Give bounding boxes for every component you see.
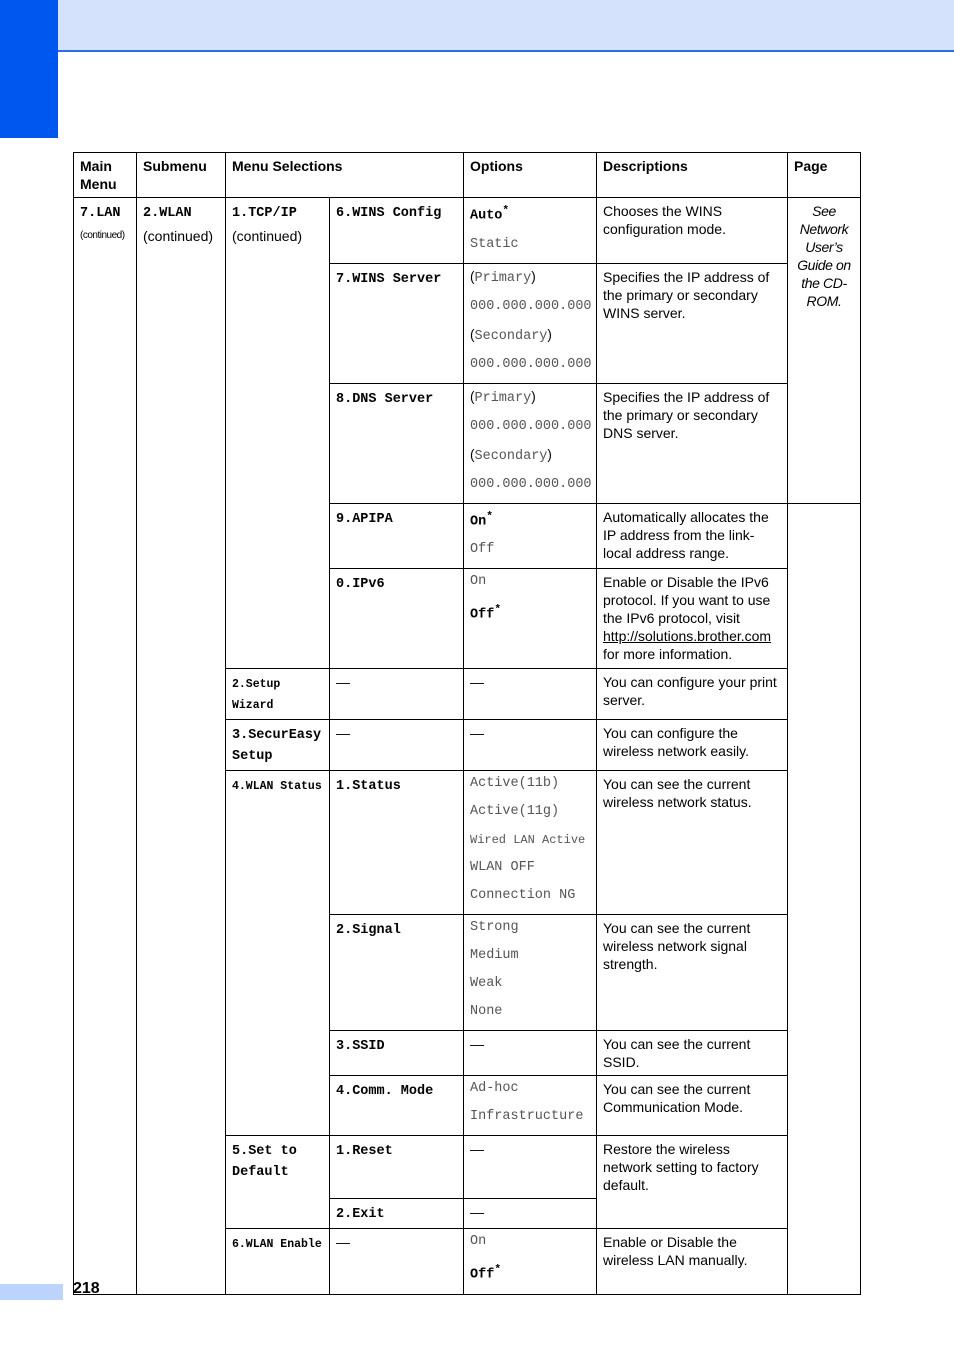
- wins-server-label: 7.WINS Server: [336, 271, 442, 287]
- lan-menu-table: [73, 152, 861, 1295]
- set-default-desc: Restore the wireless network setting to factory default.: [597, 1136, 788, 1229]
- option: 000.000.000.000: [470, 356, 592, 372]
- ipv6-options: [464, 569, 597, 669]
- wlan-enable-desc: Enable or Disable the wireless LAN manually.: [597, 1229, 788, 1295]
- setup-wizard-cell: [226, 669, 330, 720]
- wlan-enable-label: 6.WLAN Enable: [232, 1238, 322, 1251]
- ipv6-cell: [330, 569, 464, 669]
- option: On: [470, 574, 487, 589]
- wlan-status-cell: [226, 771, 330, 1136]
- wlan-enable-options: [464, 1229, 597, 1295]
- apipa-label: 9.APIPA: [336, 511, 393, 527]
- option: (Primary): [470, 388, 536, 406]
- secureasy-opt: —: [464, 720, 597, 771]
- exit-label: 2.Exit: [336, 1207, 385, 1222]
- footer-bar: [0, 1284, 63, 1300]
- main-menu-label: 7.LAN: [80, 206, 121, 221]
- main-menu-continued: (continued): [80, 230, 125, 241]
- set-default-label: 5.Set to Default: [232, 1144, 297, 1180]
- option: None: [470, 1004, 503, 1019]
- status-cell: [330, 771, 464, 915]
- reset-cell: [330, 1136, 464, 1199]
- comm-mode-options: [464, 1076, 597, 1136]
- option: Active(11b): [470, 776, 560, 791]
- option: Medium: [470, 948, 519, 963]
- option: Strong: [470, 920, 519, 935]
- signal-label: 2.Signal: [336, 923, 401, 938]
- apipa-options: [464, 503, 597, 569]
- wins-server-desc: Specifies the IP address of the primary or secondary WINS server.: [597, 263, 788, 383]
- setup-wizard-sel: —: [330, 669, 464, 720]
- wins-config-label: 6.WINS Config: [336, 206, 442, 221]
- chapter-tab: [0, 0, 58, 138]
- signal-desc: You can see the current wireless network signal strength.: [597, 915, 788, 1031]
- ssid-opt: —: [464, 1031, 597, 1076]
- ipv6-desc: [597, 569, 788, 669]
- signal-cell: [330, 915, 464, 1031]
- exit-cell: [330, 1199, 464, 1229]
- comm-mode-desc: You can see the current Communication Mode.: [597, 1076, 788, 1136]
- ipv6-label: 0.IPv6: [336, 577, 385, 592]
- table-header-row: [74, 153, 861, 198]
- option: (Secondary): [470, 446, 552, 464]
- option: 000.000.000.000: [470, 418, 592, 434]
- dns-server-cell: [330, 383, 464, 503]
- option: Infrastructure: [470, 1109, 584, 1124]
- option: Off: [470, 542, 495, 557]
- tcpip-continued: (continued): [232, 228, 303, 244]
- wlan-status-label: 4.WLAN Status: [232, 780, 322, 793]
- option: (Primary): [470, 268, 536, 286]
- secureasy-desc: You can configure the wireless network easily.: [597, 720, 788, 771]
- option: Static: [470, 236, 519, 252]
- signal-options: [464, 915, 597, 1031]
- option-default: Off*: [470, 1264, 502, 1283]
- ssid-label: 3.SSID: [336, 1039, 385, 1054]
- dns-server-options: [464, 383, 597, 503]
- option: 000.000.000.000: [470, 298, 592, 314]
- option: (Secondary): [470, 326, 552, 344]
- tcpip-cell: [226, 198, 330, 669]
- status-options: [464, 771, 597, 915]
- status-desc: You can see the current wireless network status.: [597, 771, 788, 915]
- option: Connection NG: [470, 888, 576, 903]
- col-submenu: Submenu: [137, 153, 226, 198]
- page-number: 218: [73, 1280, 100, 1297]
- secureasy-sel: —: [330, 720, 464, 771]
- page-empty-cell: [788, 503, 861, 1294]
- dns-server-label: 8.DNS Server: [336, 391, 434, 407]
- apipa-cell: [330, 503, 464, 569]
- submenu-continued: (continued): [143, 228, 214, 244]
- option-default: Auto*: [470, 205, 510, 224]
- set-default-cell: [226, 1136, 330, 1229]
- option-default: On*: [470, 510, 493, 529]
- ipv6-desc-text: Enable or Disable the IPv6 protocol. If you want to use the IPv6 protocol, visit: [603, 574, 771, 626]
- option: Wired LAN Active: [470, 833, 586, 847]
- ipv6-desc-after: for more information.: [603, 646, 733, 662]
- col-main-menu: Main Menu: [74, 153, 137, 198]
- wins-server-cell: [330, 263, 464, 383]
- option: Weak: [470, 976, 503, 991]
- reset-opt: —: [464, 1136, 597, 1199]
- reset-label: 1.Reset: [336, 1144, 393, 1159]
- wlan-enable-sel: —: [330, 1229, 464, 1295]
- dns-server-desc: Specifies the IP address of the primary or secondary DNS server.: [597, 383, 788, 503]
- setup-wizard-desc: You can configure your print server.: [597, 669, 788, 720]
- col-page: Page: [788, 153, 861, 198]
- option: 000.000.000.000: [470, 476, 592, 492]
- submenu-cell: [137, 198, 226, 1295]
- wins-server-options: [464, 263, 597, 383]
- wins-config-options: [464, 198, 597, 264]
- comm-mode-label: 4.Comm. Mode: [336, 1084, 434, 1099]
- ssid-cell: [330, 1031, 464, 1076]
- option: WLAN OFF: [470, 860, 535, 875]
- wlan-enable-cell: [226, 1229, 330, 1295]
- comm-mode-cell: [330, 1076, 464, 1136]
- page-reference: See Network User’s Guide on the CD-ROM.: [788, 198, 861, 504]
- apipa-desc: Automatically allocates the IP address from the link-local address range.: [597, 503, 788, 569]
- exit-opt: —: [464, 1199, 597, 1229]
- wins-config-cell: [330, 198, 464, 264]
- wins-config-desc: Chooses the WINS configuration mode.: [597, 198, 788, 264]
- solutions-link[interactable]: http://solutions.brother.com: [603, 628, 772, 644]
- secureasy-cell: [226, 720, 330, 771]
- col-menu-selections: Menu Selections: [226, 153, 464, 198]
- ssid-desc: You can see the current SSID.: [597, 1031, 788, 1076]
- secureasy-label: 3.SecurEasy Setup: [232, 728, 322, 764]
- option: Ad-hoc: [470, 1081, 519, 1096]
- main-menu-cell: [74, 198, 137, 1295]
- option-default: Off*: [470, 604, 502, 623]
- option: Active(11g): [470, 804, 560, 819]
- setup-wizard-opt: —: [464, 669, 597, 720]
- option: On: [470, 1234, 487, 1249]
- setup-wizard-label: 2.Setup Wizard: [232, 678, 281, 712]
- col-descriptions: Descriptions: [597, 153, 788, 198]
- table-row: [74, 198, 861, 264]
- header-band: [0, 0, 954, 52]
- tcpip-label: 1.TCP/IP: [232, 206, 297, 221]
- col-options: Options: [464, 153, 597, 198]
- status-label: 1.Status: [336, 779, 401, 794]
- submenu-label: 2.WLAN: [143, 206, 192, 221]
